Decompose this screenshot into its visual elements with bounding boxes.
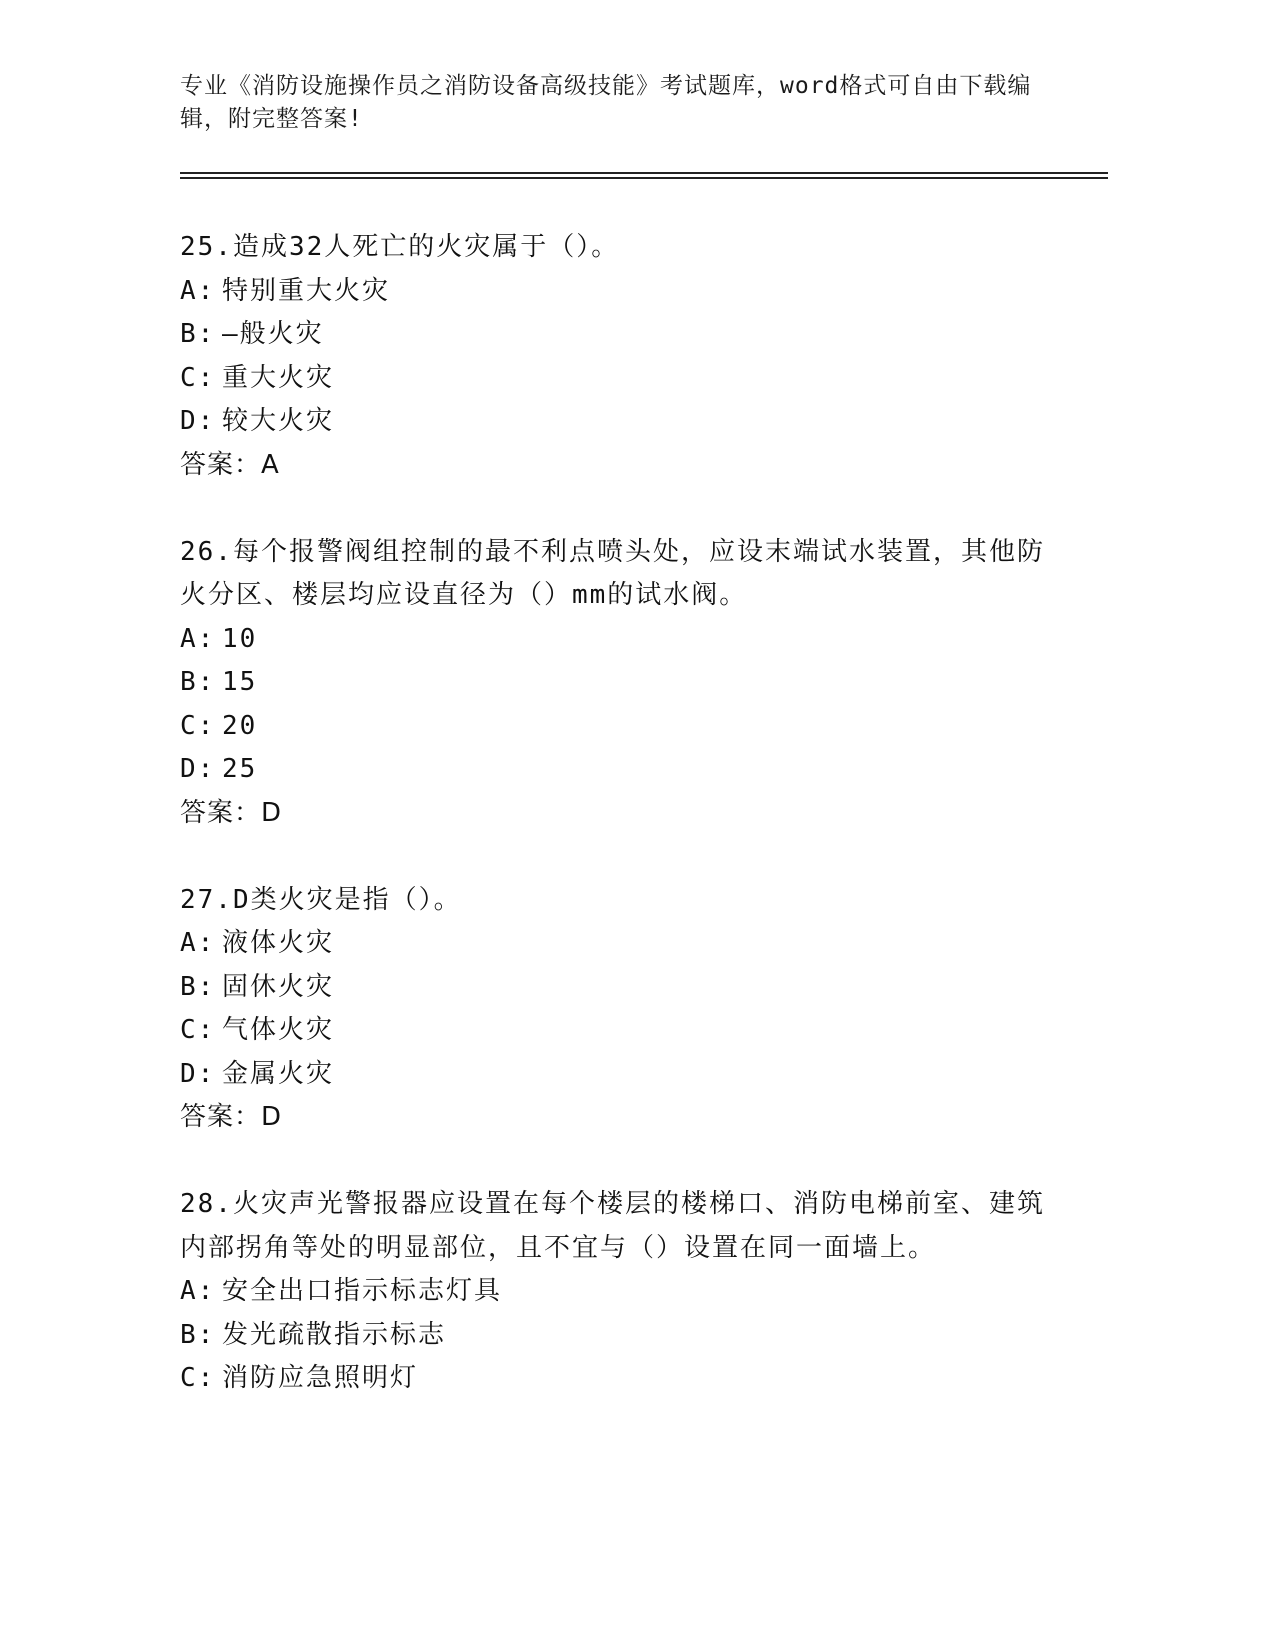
option-c: [180, 1357, 1060, 1401]
option-c: [180, 1009, 1060, 1053]
question-28: [180, 1183, 1060, 1401]
option-label: D:: [180, 406, 216, 436]
option-text: 20: [222, 710, 258, 741]
option-label: B:: [180, 667, 216, 697]
option-d: [180, 400, 1060, 444]
option-b: [180, 661, 1060, 705]
option-text: 气体火灾: [222, 1015, 335, 1045]
question-25: [180, 226, 1060, 487]
question-stem: 27.D类火灾是指（）。: [180, 884, 462, 915]
option-text: 10: [222, 623, 258, 654]
question-stem: 25.造成32人死亡的火灾属于（）。: [180, 232, 620, 262]
header-divider-top: [180, 172, 1108, 174]
answer-line: 答案：D: [180, 1102, 283, 1132]
option-text: 15: [222, 667, 258, 697]
option-text: —般火灾: [222, 319, 324, 349]
option-c: [180, 705, 1060, 749]
option-text: 发光疏散指示标志: [222, 1319, 447, 1350]
option-label: C:: [180, 362, 216, 393]
option-a: [180, 618, 1060, 662]
option-label: C:: [180, 1015, 216, 1045]
option-label: C:: [180, 1363, 216, 1393]
option-b: [180, 313, 1060, 357]
option-text: 安全出口指示标志灯具: [222, 1276, 503, 1306]
option-label: A:: [180, 928, 216, 958]
answer-line: 答案：D: [180, 797, 283, 828]
option-label: D:: [180, 754, 216, 784]
option-text: 消防应急照明灯: [222, 1363, 419, 1393]
option-text: 金属火灾: [222, 1058, 335, 1089]
option-c: [180, 357, 1060, 401]
option-label: A:: [180, 1276, 216, 1306]
option-b: [180, 966, 1060, 1010]
option-text: 重大火灾: [222, 362, 335, 393]
option-a: [180, 1270, 1060, 1314]
option-text: 液体火灾: [222, 928, 335, 958]
answer-line: 答案：A: [180, 449, 280, 480]
option-text: 特别重大火灾: [222, 275, 391, 306]
option-label: B:: [180, 319, 216, 349]
question-stem: 28.火灾声光警报器应设置在每个楼层的楼梯口、消防电梯前室、建筑内部拐角等处的明显部位，且不宜与（）设置在同一面墙上。: [180, 1189, 1045, 1263]
option-label: B:: [180, 971, 216, 1002]
question-stem: 26.每个报警阀组控制的最不利点喷头处，应设末端试水装置，其他防火分区、楼层均应设直径为（）mm的试水阀。: [180, 536, 1045, 610]
document-header: 专业《消防设施操作员之消防设备高级技能》考试题库，word格式可自由下载编辑，附完整答案!: [180, 73, 1032, 132]
option-text: 固休火灾: [222, 971, 335, 1002]
option-label: B:: [180, 1319, 216, 1350]
option-label: D:: [180, 1058, 216, 1089]
option-label: C:: [180, 710, 216, 741]
header-divider-bottom: [180, 177, 1108, 179]
question-26: [180, 531, 1060, 836]
option-a: [180, 922, 1060, 966]
question-27: [180, 879, 1060, 1140]
option-d: [180, 748, 1060, 792]
option-a: [180, 270, 1060, 314]
option-d: [180, 1053, 1060, 1097]
option-b: [180, 1314, 1060, 1358]
option-text: 较大火灾: [222, 406, 335, 436]
question-list: [180, 226, 1060, 1401]
option-label: A:: [180, 275, 216, 306]
option-label: A:: [180, 623, 216, 654]
option-text: 25: [222, 754, 258, 784]
